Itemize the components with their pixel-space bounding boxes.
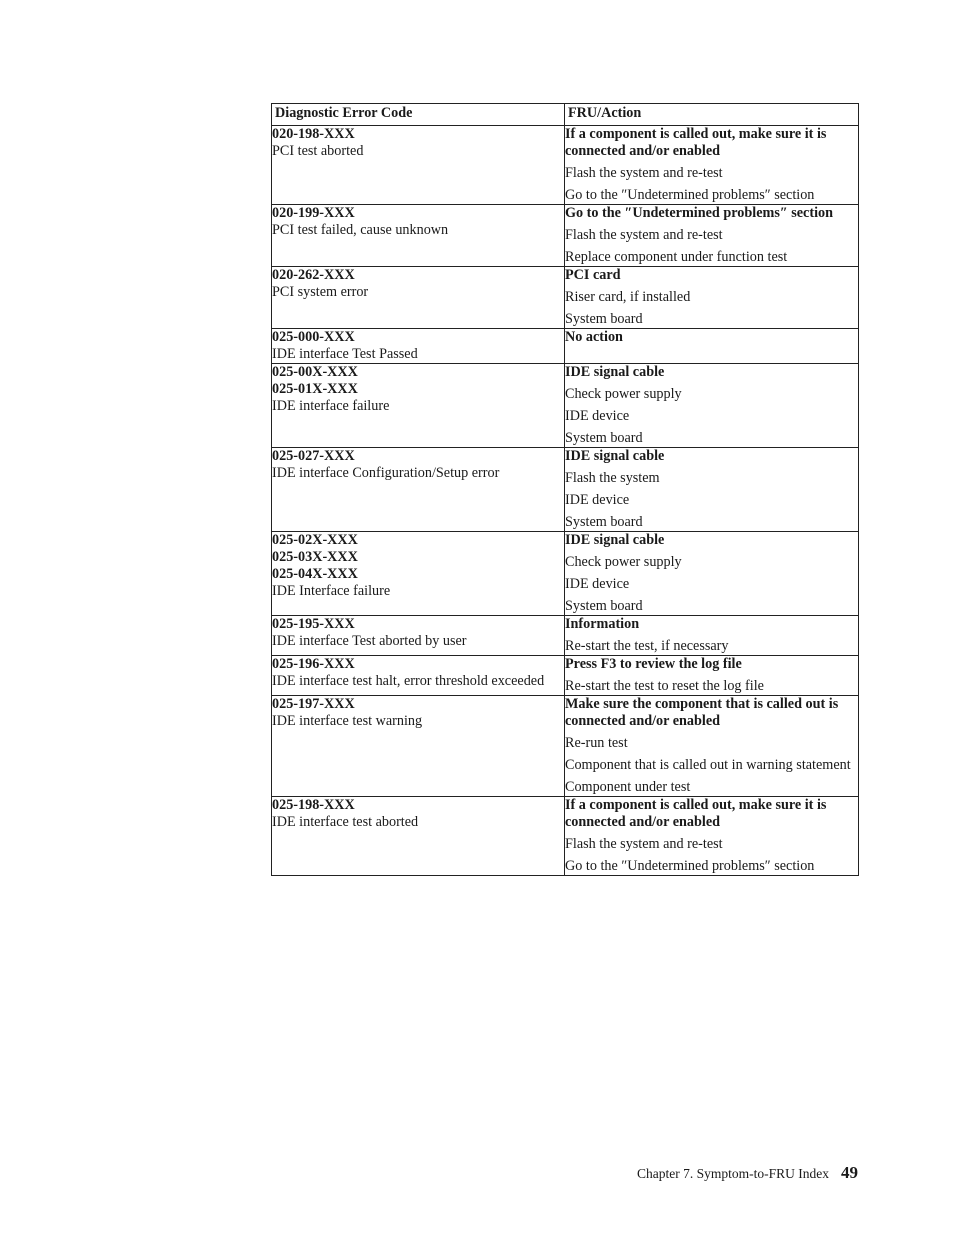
fru-action-cell: [565, 448, 859, 532]
table-row: [272, 364, 859, 448]
fru-action-cell: [565, 364, 859, 448]
error-description: IDE interface test warning: [272, 713, 423, 729]
error-code: 025-198-XXX: [272, 797, 355, 813]
diagnostic-error-code-table: [271, 103, 859, 876]
table-row: [272, 656, 859, 696]
fru-action-item: Re-start the test, if necessary: [565, 638, 729, 654]
fru-action-cell: [565, 797, 859, 876]
error-code-cell: [272, 329, 565, 364]
table-header-row: [272, 104, 859, 126]
fru-action-item: Go to the ″Undetermined problems″ section: [565, 205, 834, 221]
table-row: [272, 267, 859, 329]
fru-action-item: Information: [565, 616, 640, 632]
table-row: [272, 329, 859, 364]
header-diagnostic-error-code: Diagnostic Error Code: [272, 104, 565, 126]
table-row: [272, 797, 859, 876]
fru-action-item: IDE device: [565, 492, 630, 508]
error-description: IDE interface Test aborted by user: [272, 633, 467, 649]
chapter-title: Chapter 7. Symptom-to-FRU Index: [637, 1166, 829, 1181]
error-code: 020-198-XXX: [272, 126, 355, 142]
fru-action-item: IDE signal cable: [565, 448, 665, 464]
error-code: 025-03X-XXX: [272, 549, 358, 565]
error-description: IDE interface Test Passed: [272, 346, 418, 362]
error-code-cell: [272, 532, 565, 616]
page-number: 49: [841, 1163, 858, 1182]
error-code-cell: [272, 797, 565, 876]
fru-action-item: Flash the system: [565, 470, 660, 486]
error-description: IDE Interface failure: [272, 583, 391, 599]
fru-action-item: IDE device: [565, 576, 630, 592]
fru-action-item: Re-run test: [565, 735, 628, 751]
fru-action-cell: [565, 267, 859, 329]
error-code: 025-01X-XXX: [272, 381, 358, 397]
fru-action-item: Flash the system and re-test: [565, 836, 723, 852]
fru-action-item: System board: [565, 514, 643, 530]
fru-action-cell: [565, 696, 859, 797]
fru-action-item: IDE device: [565, 408, 630, 424]
error-code: 025-04X-XXX: [272, 566, 358, 582]
fru-action-item: Riser card, if installed: [565, 289, 691, 305]
table-row: [272, 696, 859, 797]
fru-action-item: Replace component under function test: [565, 249, 788, 265]
fru-action-item: Press F3 to review the log file: [565, 656, 742, 672]
error-code: 020-262-XXX: [272, 267, 355, 283]
error-code-cell: [272, 616, 565, 656]
error-code: 025-02X-XXX: [272, 532, 358, 548]
fru-action-item: No action: [565, 329, 623, 345]
fru-action-item: PCI card: [565, 267, 621, 283]
fru-action-item: System board: [565, 430, 643, 446]
error-description: IDE interface test aborted: [272, 814, 419, 830]
error-description: IDE interface test halt, error threshold exceeded: [272, 673, 545, 689]
error-code: 025-195-XXX: [272, 616, 355, 632]
error-code-cell: [272, 656, 565, 696]
fru-action-cell: [565, 126, 859, 205]
fru-action-item: Re-start the test to reset the log file: [565, 678, 764, 694]
error-description: PCI test failed, cause unknown: [272, 222, 449, 238]
error-description: IDE interface failure: [272, 398, 390, 414]
fru-action-item: Check power supply: [565, 386, 682, 402]
error-code: 020-199-XXX: [272, 205, 355, 221]
error-code: 025-196-XXX: [272, 656, 355, 672]
header-fru-action: FRU/Action: [565, 104, 859, 126]
error-code-cell: [272, 205, 565, 267]
error-code: 025-197-XXX: [272, 696, 355, 712]
fru-action-item: If a component is called out, make sure it is connected and/or enabled: [565, 126, 827, 159]
page-footer: [637, 1163, 858, 1183]
table-row: [272, 205, 859, 267]
table-row: [272, 448, 859, 532]
fru-action-cell: [565, 616, 859, 656]
fru-action-item: IDE signal cable: [565, 532, 665, 548]
error-description: PCI test aborted: [272, 143, 364, 159]
fru-action-item: Flash the system and re-test: [565, 227, 723, 243]
fru-action-item: IDE signal cable: [565, 364, 665, 380]
fru-action-item: Go to the ″Undetermined problems″ section: [565, 187, 815, 203]
error-code-cell: [272, 126, 565, 205]
error-code: 025-000-XXX: [272, 329, 355, 345]
error-code-cell: [272, 364, 565, 448]
fru-action-cell: [565, 656, 859, 696]
fru-action-cell: [565, 532, 859, 616]
table-row: [272, 126, 859, 205]
fru-action-item: System board: [565, 598, 643, 614]
fru-action-cell: [565, 205, 859, 267]
fru-action-item: If a component is called out, make sure it is connected and/or enabled: [565, 797, 827, 830]
fru-action-item: Flash the system and re-test: [565, 165, 723, 181]
fru-action-cell: [565, 329, 859, 364]
error-description: IDE interface Configuration/Setup error: [272, 465, 500, 481]
fru-action-item: Component under test: [565, 779, 691, 795]
error-code-cell: [272, 448, 565, 532]
fru-action-item: System board: [565, 311, 643, 327]
error-code: 025-027-XXX: [272, 448, 355, 464]
table-row: [272, 532, 859, 616]
fru-action-item: Component that is called out in warning statement: [565, 757, 851, 773]
fru-action-item: Make sure the component that is called out is connected and/or enabled: [565, 696, 839, 729]
error-code-cell: [272, 267, 565, 329]
table-row: [272, 616, 859, 656]
fru-action-item: Check power supply: [565, 554, 682, 570]
fru-action-item: Go to the ″Undetermined problems″ section: [565, 858, 815, 874]
error-code-cell: [272, 696, 565, 797]
error-code: 025-00X-XXX: [272, 364, 358, 380]
error-description: PCI system error: [272, 284, 369, 300]
